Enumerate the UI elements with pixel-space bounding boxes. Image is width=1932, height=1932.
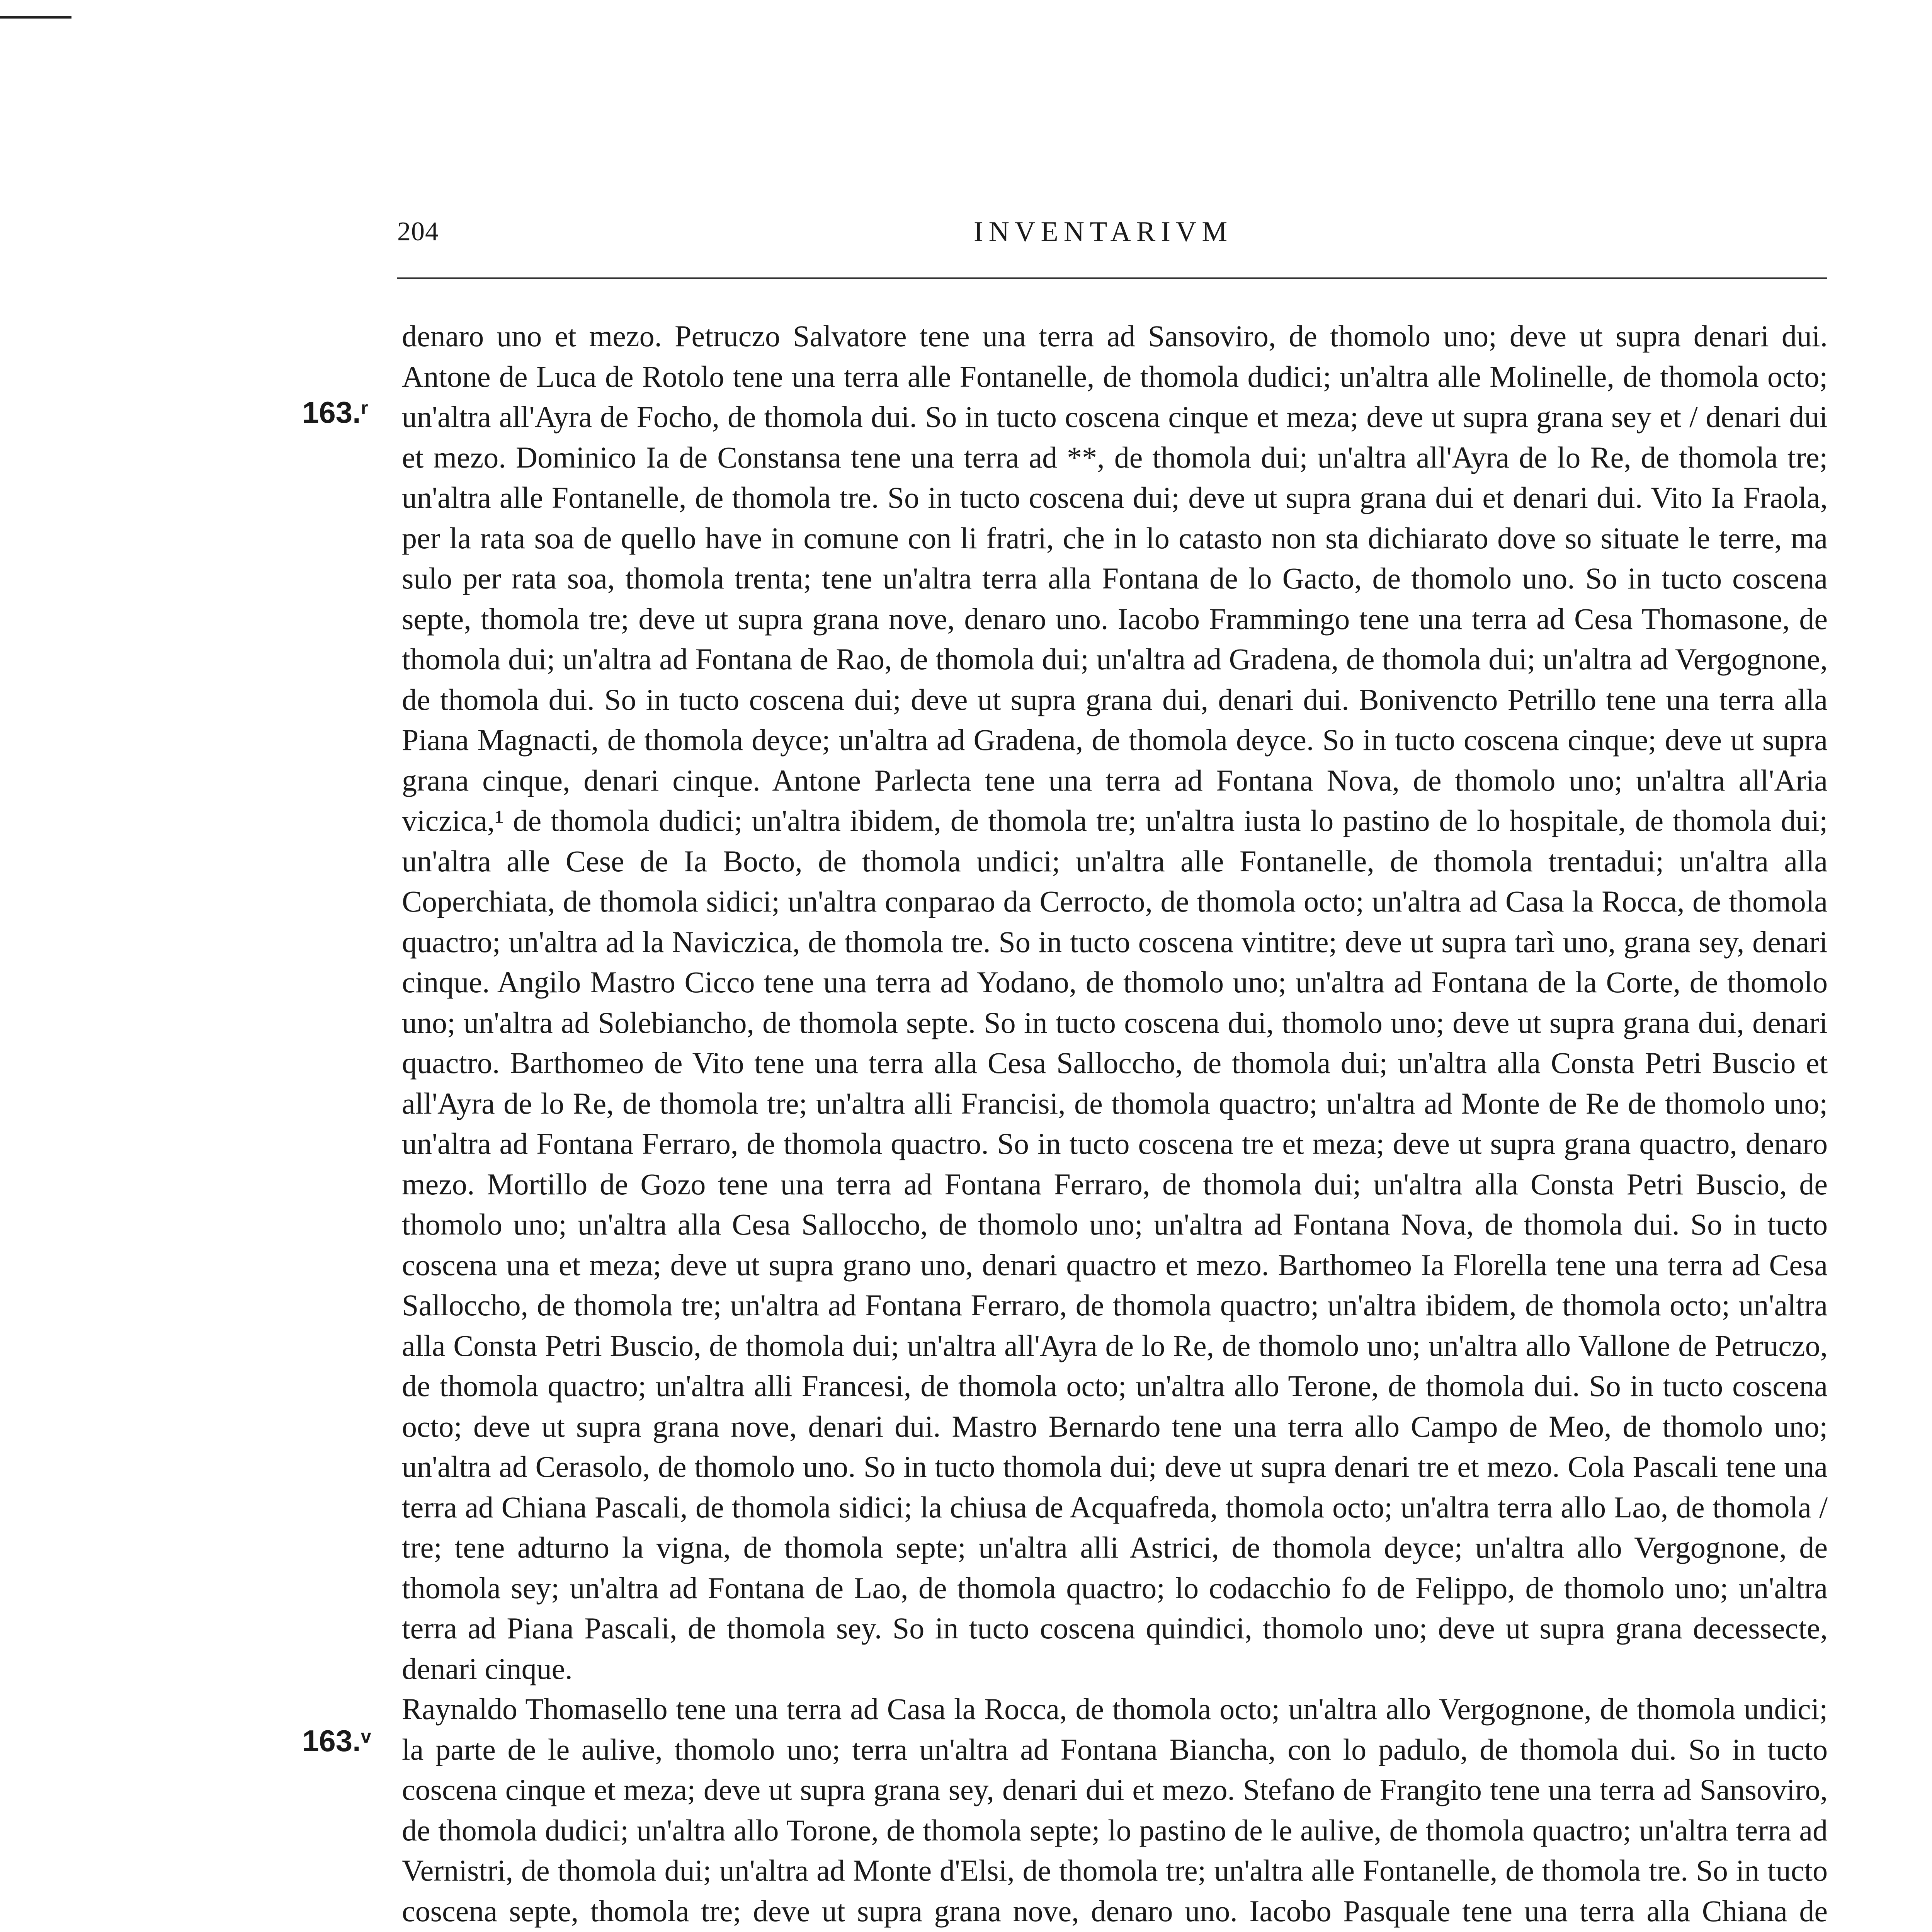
- folio-marker-recto: [302, 395, 368, 430]
- paragraph: Raynaldo Thomasello tene una terra ad Casa la Rocca, de thomola octo; un'altra allo Vergognone, de thomola undici; la parte de le aulive, thomolo uno; terra un'altra ad Fontana Biancha, con lo padulo, de thomola dui. So in tucto coscena cinque et meza; deve ut supra grana sey, denari dui et mezo. Stefano de Frangito tene una terra ad Sansoviro, de thomola dudici; un'altra allo Torone, de thomola septe; lo pastino de le aulive, de thomola quactro; un'altra terra ad Vernistri, de thomola dui; un'altra ad Monte d'Elsi, de thomola tre; un'altra alle Fontanelle, de thomola tre. So in tucto coscena septe, thomola tre; deve ut supra grana nove, denaro uno. Iacobo Pasquale tene una terra alla Chiana de: [402, 1692, 1828, 1928]
- body-text: [402, 316, 1828, 1932]
- header-rule: [397, 277, 1827, 279]
- page-number: 204: [397, 217, 439, 247]
- running-title: INVENTARIVM: [974, 216, 1233, 248]
- edge-rule-mark: [0, 16, 71, 19]
- folio-number: 163.: [302, 395, 361, 429]
- paragraph: denaro uno et mezo. Petruczo Salvatore tene una terra ad Sansoviro, de thomolo uno; deve ut supra denari dui. Antone de Luca de Rotolo tene una terra alle Fontanelle, de thomola dudici; un'altra alle Molinelle, de thomola octo; un'altra all'Ayra de Focho, de thomola dui. So in tucto coscena cinque et meza; deve ut supra grana sey et / denari dui et mezo. Dominico Ia de Constansa tene una terra ad **, de thomola dui; un'altra all'Ayra de lo Re, de thomola tre; un'altra alle Fontanelle, de thomola tre. So in tucto coscena dui; deve ut supra grana dui et denari dui. Vito Ia Fraola, per la rata soa de quello have in comune con li fratri, che in lo catasto non sta dichiarato dove so situate le terre, ma sulo per rata soa, thomola trenta; tene un'altra terra alla Fontana de lo Gacto, de thomolo uno. So in tucto coscena septe, thomola tre; deve ut supra grana nove, denaro uno. Iacobo Frammingo tene una terra ad Cesa Thomasone, de thomola dui; un'altra ad Fontana de Rao, de thomola dui; un'altra ad Gradena, de thomola dui; un'altra ad Vergognone, de thomola dui. So in tucto coscena dui; deve ut supra grana dui, denari dui. Bonivencto Petrillo tene una terra alla Piana Magnacti, de thomola deyce; un'altra ad Gradena, de thomola deyce. So in tucto coscena cinque; deve ut supra grana cinque, denari cinque. Antone Parlecta tene una terra ad Fontana Nova, de thomolo uno; un'altra all'Aria viczica,¹ de thomola dudici; un'altra ibidem, de thomola tre; un'altra iusta lo pastino de lo hospitale, de thomola dui; un'altra alle Cese de Ia Bocto, de thomola undici; un'altra alle Fontanelle, de thomola trentadui; un'altra alla Coperchiata, de thomola sidici; un'altra conparao da Cerrocto, de thomola octo; un'altra ad Casa la Rocca, de thomola quactro; un'altra ad la Naviczica, de thomola tre. So in tucto coscena vintitre; deve ut supra tarì uno, grana sey, denari cinque. Angilo Mastro Cicco tene una terra ad Yodano, de thomolo uno; un'altra ad Fontana de la Corte, de thomolo uno; un'altra ad Solebiancho, de thomola septe. So in tucto coscena dui, thomolo uno; deve ut supra grana dui, denari quactro. Barthomeo de Vito tene una terra alla Cesa Salloccho, de thomola dui; un'altra alla Consta Petri Buscio et all'Ayra de lo Re, de thomola tre; un'altra alli Francisi, de thomola quactro; un'altra ad Monte de Re de thomolo uno; un'altra ad Fontana Ferraro, de thomola quactro. So in tucto coscena tre et meza; deve ut supra grana quactro, denaro mezo. Mortillo de Gozo tene una terra ad Fontana Ferraro, de thomola dui; un'altra alla Consta Petri Buscio, de thomolo uno; un'altra alla Cesa Salloccho, de thomolo uno; un'altra ad Fontana Nova, de thomola dui. So in tucto coscena una et meza; deve ut supra grano uno, denari quactro et mezo. Barthomeo Ia Florella tene una terra ad Cesa Salloccho, de thomola tre; un'altra ad Fontana Ferraro, de thomola quactro; un'altra ibidem, de thomola octo; un'altra alla Consta Petri Buscio, de thomola dui; un'altra all'Ayra de lo Re, de thomolo uno; un'altra allo Vallone de Petruczo, de thomola quactro; un'altra alli Francesi, de thomola octo; un'altra allo Terone, de thomola dui. So in tucto coscena octo; deve ut supra grana nove, denari dui. Mastro Bernardo tene una terra allo Campo de Meo, de thomolo uno; un'altra ad Cerasolo, de thomolo uno. So in tucto thomola dui; deve ut supra denari tre et mezo. Cola Pascali tene una terra ad Chiana Pascali, de thomola sidici; la chiusa de Acquafreda, thomola octo; un'altra terra allo Lao, de thomola / tre; tene adturno la vigna, de thomola septe; un'altra alli Astrici, de thomola deyce; un'altra allo Vergognone, de thomola sey; un'altra ad Fontana de Lao, de thomola quactro; lo codacchio fo de Felippo, de thomolo uno; un'altra terra ad Piana Pascali, de thomola sey. So in tucto coscena quindici, thomolo uno; deve ut supra grana decessecte, denari cinque.: [402, 319, 1828, 1685]
- folio-side: v: [361, 1726, 371, 1747]
- folio-marker-verso: [302, 1723, 371, 1759]
- folio-side: r: [361, 398, 368, 418]
- folio-number: 163.: [302, 1724, 361, 1758]
